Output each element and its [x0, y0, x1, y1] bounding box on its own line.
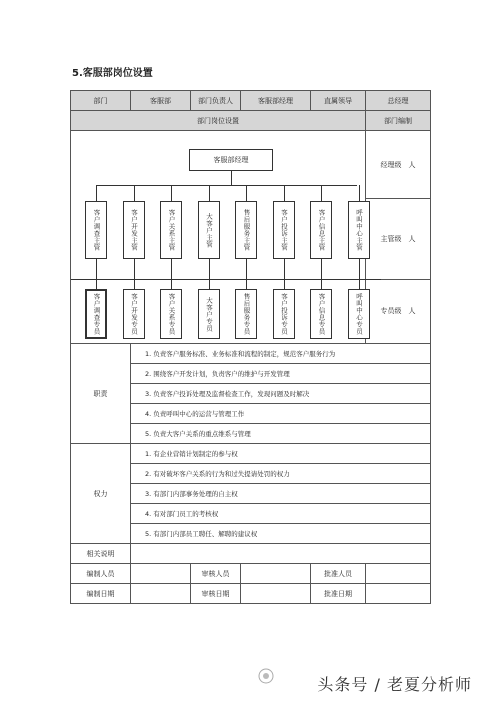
- right-item: 3. 有部门内部事务处理的自主权: [131, 484, 431, 504]
- connector-line: [134, 185, 135, 201]
- connector-line: [231, 171, 232, 185]
- supervisor-box: 售后服务主管: [235, 201, 257, 259]
- approver-value: [366, 564, 431, 584]
- editor-value: [131, 564, 191, 584]
- org-chart: [71, 131, 381, 343]
- watermark: 头条号 / 老夏分析师: [317, 675, 472, 694]
- approve-date-label: 批准日期: [311, 584, 366, 604]
- connector-line: [171, 259, 172, 289]
- setup-title-row: [71, 111, 431, 131]
- leader-label: 直属领导: [311, 91, 366, 111]
- section-title: 5.客服部岗位设置: [72, 68, 153, 79]
- specialist-box: 呼叫中心专员: [348, 289, 370, 339]
- reviewer-value: [241, 564, 311, 584]
- supervisor-box: 客户投诉主管: [273, 201, 295, 259]
- specialist-box: 售后服务专员: [235, 289, 257, 339]
- connector-line: [359, 259, 360, 289]
- duty-item: 1. 负责客户服务标准、业务标准和流程的制定，规范客户服务行为: [131, 344, 431, 364]
- connector-line: [246, 185, 247, 201]
- connector-line: [71, 279, 381, 280]
- dept-value: 客服部: [131, 91, 191, 111]
- review-date-label: 审核日期: [191, 584, 241, 604]
- supervisor-box: 呼叫中心主管: [348, 201, 370, 259]
- reviewer-label: 审核人员: [191, 564, 241, 584]
- notes-value: [131, 544, 431, 564]
- org-row-manager: [71, 131, 431, 199]
- head-value: 客服部经理: [241, 91, 311, 111]
- connector-line: [96, 185, 357, 186]
- level-supervisor: 主管级 人: [366, 199, 431, 279]
- sign-row: [71, 564, 431, 584]
- connector-line: [321, 185, 322, 201]
- edit-date-value: [131, 584, 191, 604]
- supervisor-box: 客户开发主管: [123, 201, 145, 259]
- specialist-box: 客户信息专员: [310, 289, 332, 339]
- right-item: 1. 有企业营销计划制定的参与权: [131, 444, 431, 464]
- edit-date-label: 编制日期: [71, 584, 131, 604]
- connector-line: [96, 185, 97, 201]
- approve-date-value: [366, 584, 431, 604]
- specialist-box: 大客户专员: [198, 289, 220, 339]
- job-setup-table: [70, 90, 431, 604]
- staffing-title: 部门编制: [366, 111, 431, 131]
- duty-item: 3. 负责客户投诉处理及监督检查工作，发现问题及时解决: [131, 384, 431, 404]
- connector-line: [171, 185, 172, 201]
- connector-line: [209, 185, 210, 201]
- notes-row: [71, 544, 431, 564]
- duties-label: 职责: [71, 344, 131, 444]
- duty-item: 2. 围绕客户开发计划，负责客户的维护与开发管理: [131, 364, 431, 384]
- review-date-value: [241, 584, 311, 604]
- specialist-box: 客户关系专员: [160, 289, 182, 339]
- duty-item: 5. 负责大客户关系的重点维系与管理: [131, 424, 431, 444]
- level-manager: 经理级 人: [366, 131, 431, 199]
- rights-label: 权力: [71, 444, 131, 544]
- duty-item: 4. 负责呼叫中心的运营与管理工作: [131, 404, 431, 424]
- specialist-box: 客户开发专员: [123, 289, 145, 339]
- supervisor-box: 大客户主管: [198, 201, 220, 259]
- right-item: 2. 有对破坏客户关系的行为和过失提请处罚的权力: [131, 464, 431, 484]
- specialist-box: 客户投诉专员: [273, 289, 295, 339]
- supervisor-box: 客户关系主管: [160, 201, 182, 259]
- approver-label: 批准人员: [311, 564, 366, 584]
- head-label: 部门负责人: [191, 91, 241, 111]
- connector-line: [284, 185, 285, 201]
- setup-title: 部门岗位设置: [71, 111, 366, 131]
- connector-line: [359, 185, 360, 201]
- org-chart-cell: [71, 131, 366, 344]
- duty-row: [71, 344, 431, 364]
- specialist-box: 客户调查专员: [85, 289, 107, 339]
- supervisor-box: 客户调查主管: [85, 201, 107, 259]
- connector-line: [96, 259, 97, 289]
- dept-label: 部门: [71, 91, 131, 111]
- right-item: 4. 有对部门员工的考核权: [131, 504, 431, 524]
- seal-icon: [258, 668, 274, 684]
- right-row: [71, 444, 431, 464]
- connector-line: [209, 259, 210, 289]
- connector-line: [134, 259, 135, 289]
- connector-line: [284, 259, 285, 289]
- level-specialist: 专员级 人: [366, 279, 431, 343]
- connector-line: [246, 259, 247, 289]
- right-item: 5. 有部门内部员工聘任、解聘的建议权: [131, 524, 431, 544]
- notes-label: 相关说明: [71, 544, 131, 564]
- leader-value: 总经理: [366, 91, 431, 111]
- connector-line: [321, 259, 322, 289]
- supervisor-box: 客户信息主管: [310, 201, 332, 259]
- manager-box: 客服部经理: [189, 149, 273, 171]
- header-row: [71, 91, 431, 111]
- editor-label: 编制人员: [71, 564, 131, 584]
- date-row: [71, 584, 431, 604]
